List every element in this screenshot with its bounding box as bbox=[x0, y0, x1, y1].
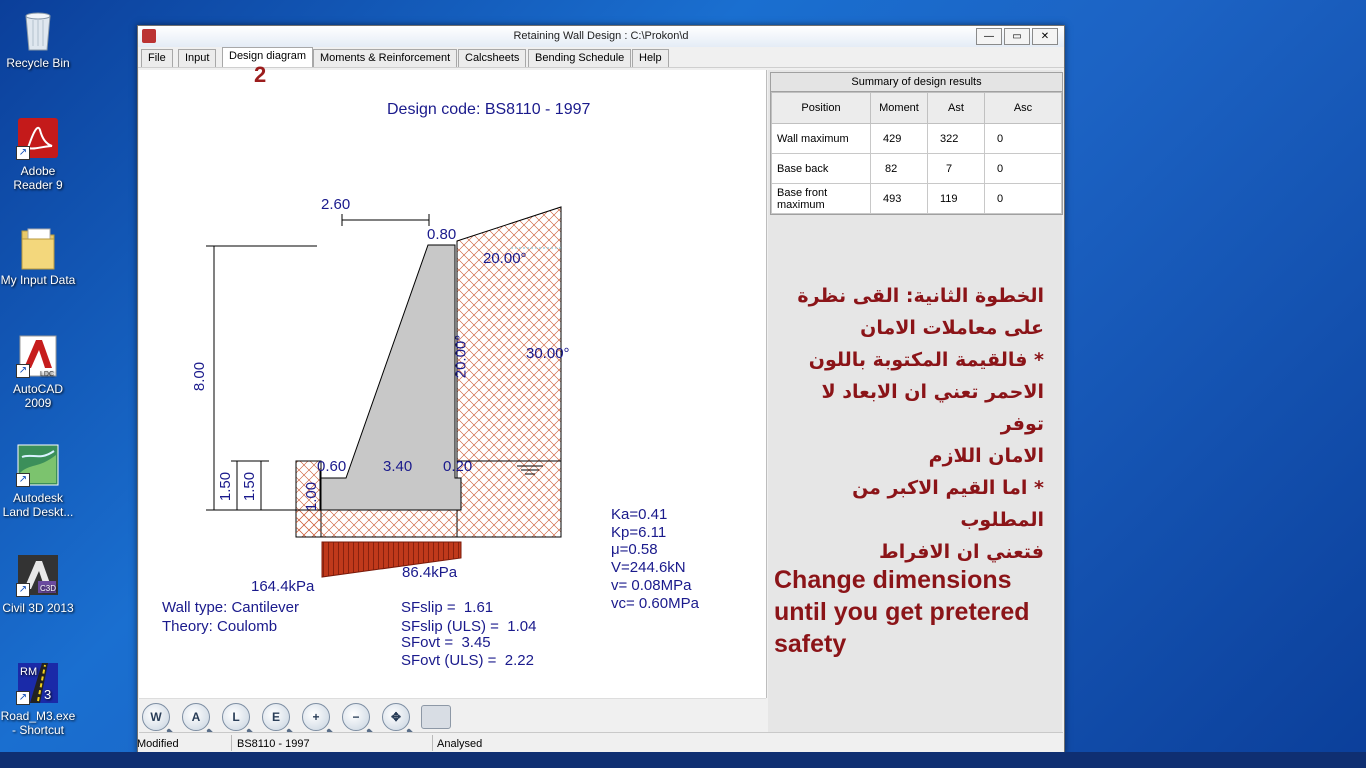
close-button[interactable]: ✕ bbox=[1032, 28, 1058, 45]
cell-asc: 0 bbox=[985, 124, 1062, 154]
arabic-line: * اما القيم الاكبر من المطلوب bbox=[852, 477, 1044, 531]
svg-text:LDC: LDC bbox=[40, 371, 55, 378]
pressure-heel: 86.4kPa bbox=[402, 564, 458, 581]
dim-base-thk: 1.00 bbox=[303, 481, 321, 512]
desktop-icon-autocad[interactable] bbox=[0, 334, 76, 410]
dim-left-h1: 1.50 bbox=[217, 471, 235, 502]
adobe-reader-icon bbox=[16, 116, 60, 160]
cell-ast: 7 bbox=[928, 154, 985, 184]
title-bar bbox=[138, 26, 1064, 47]
arabic-annotation bbox=[774, 280, 1044, 568]
vc-value: vc= 0.60MPa bbox=[611, 595, 699, 612]
print-icon[interactable] bbox=[421, 705, 451, 729]
folder-icon bbox=[16, 225, 60, 269]
sf-ovt-uls: SFovt (ULS) = 2.22 bbox=[401, 652, 534, 669]
desktop-icon-label: AutoCAD 2009 bbox=[12, 382, 64, 410]
zoom-extents-icon[interactable]: E bbox=[262, 703, 290, 731]
zoom-toolbar bbox=[139, 698, 766, 733]
land-desktop-icon bbox=[16, 443, 60, 487]
status-code: BS8110 - 1997 bbox=[237, 738, 310, 750]
arabic-line: فتعني ان الافراط bbox=[878, 541, 1044, 563]
design-code: Design code: BS8110 - 1997 bbox=[387, 101, 591, 118]
pan-icon[interactable]: ✥ bbox=[382, 703, 410, 731]
v-value: V=244.6kN bbox=[611, 559, 686, 576]
status-state: Modified bbox=[137, 738, 179, 750]
dim-stem-top: 0.80 bbox=[427, 226, 457, 243]
desktop-icon-road-m3[interactable] bbox=[0, 661, 76, 737]
table-row bbox=[772, 184, 1062, 214]
arabic-line: الامان اللازم bbox=[928, 445, 1044, 467]
arabic-line: على معاملات الامان bbox=[860, 317, 1044, 339]
autocad-icon bbox=[16, 334, 60, 378]
dim-heel-end: 0.20 bbox=[443, 458, 473, 475]
cell-moment: 429 bbox=[871, 124, 928, 154]
step-number: 2 bbox=[254, 62, 267, 87]
recycle-bin-icon bbox=[16, 8, 60, 52]
pressure-toe: 164.4kPa bbox=[251, 578, 315, 595]
dim-stem-face-angle: 20.00° bbox=[452, 334, 470, 379]
svg-text:C3D: C3D bbox=[40, 584, 57, 593]
header-asc: Asc bbox=[985, 93, 1062, 124]
arabic-line: الخطوة الثانية: القى نظرة bbox=[797, 285, 1044, 307]
zoom-in-icon[interactable]: + bbox=[302, 703, 330, 731]
desktop-icon-land-desktop[interactable] bbox=[0, 443, 76, 519]
menu-bar bbox=[138, 47, 1064, 68]
table-row bbox=[772, 124, 1062, 154]
shortcut-arrow-icon: ↗ bbox=[16, 583, 30, 597]
window-title: Retaining Wall Design : C:\Prokon\d bbox=[513, 30, 689, 42]
shortcut-arrow-icon: ↗ bbox=[16, 473, 30, 487]
mu-value: μ=0.58 bbox=[611, 541, 658, 558]
desktop-icon-label: Road_M3.exe - Shortcut bbox=[0, 709, 76, 737]
arabic-line: * فالقيمة المكتوبة باللون bbox=[808, 349, 1044, 371]
results-panel bbox=[768, 70, 1062, 732]
tab-bending-schedule[interactable]: Bending Schedule bbox=[528, 49, 631, 67]
restore-button[interactable]: ▭ bbox=[1004, 28, 1030, 45]
dim-heel: 3.40 bbox=[383, 458, 413, 475]
retaining-wall-window bbox=[137, 25, 1065, 754]
tab-moments-reinforcement[interactable]: Moments & Reinforcement bbox=[313, 49, 457, 67]
sf-slip-uls: SFslip (ULS) = 1.04 bbox=[401, 618, 537, 635]
tab-help[interactable]: Help bbox=[632, 49, 669, 67]
status-analysis: Analysed bbox=[437, 738, 483, 750]
desktop-icon-recycle-bin[interactable] bbox=[0, 8, 76, 70]
arabic-line: الاحمر تعني ان الابعاد لا توفر bbox=[821, 381, 1044, 435]
theory: Theory: Coulomb bbox=[162, 618, 278, 635]
dim-friction-angle: 30.00° bbox=[526, 345, 570, 362]
english-annotation: Change dimensions until you get pretered safety bbox=[774, 566, 1030, 658]
zoom-last-icon[interactable]: L bbox=[222, 703, 250, 731]
shortcut-arrow-icon: ↗ bbox=[16, 364, 30, 378]
desktop-icon-label: My Input Data bbox=[0, 273, 76, 287]
zoom-window-icon[interactable]: W bbox=[142, 703, 170, 731]
civil3d-icon bbox=[16, 553, 60, 597]
design-diagram-canvas[interactable] bbox=[139, 70, 767, 698]
cell-position: Wall maximum bbox=[772, 124, 871, 154]
svg-text:3: 3 bbox=[44, 687, 52, 702]
v-stress-value: v= 0.08MPa bbox=[611, 577, 692, 594]
shortcut-arrow-icon: ↗ bbox=[16, 691, 30, 705]
desktop-icon-label: Autodesk Land Deskt... bbox=[2, 491, 74, 519]
sf-ovt: SFovt = 3.45 bbox=[401, 634, 491, 651]
tab-calcsheets[interactable]: Calcsheets bbox=[458, 49, 526, 67]
cell-position: Base front maximum bbox=[772, 184, 871, 214]
svg-text:RM: RM bbox=[20, 666, 38, 678]
header-ast: Ast bbox=[928, 93, 985, 124]
dim-toe: 0.60 bbox=[317, 458, 347, 475]
zoom-out-icon[interactable]: − bbox=[342, 703, 370, 731]
header-position: Position bbox=[772, 93, 871, 124]
status-bar bbox=[139, 732, 1063, 753]
desktop-icon-my-input-data[interactable] bbox=[0, 225, 76, 287]
ka-value: Ka=0.41 bbox=[611, 506, 668, 523]
dim-left-h2: 1.50 bbox=[241, 471, 259, 502]
road-m3-icon bbox=[16, 661, 60, 705]
table-row bbox=[772, 154, 1062, 184]
desktop-icon-label: Recycle Bin bbox=[6, 56, 70, 70]
kp-value: Kp=6.11 bbox=[611, 524, 667, 541]
cell-ast: 322 bbox=[928, 124, 985, 154]
cell-asc: 0 bbox=[985, 154, 1062, 184]
desktop-icon-adobe-reader[interactable] bbox=[0, 116, 76, 192]
dim-height: 8.00 bbox=[191, 361, 209, 392]
cell-moment: 493 bbox=[871, 184, 928, 214]
sf-slip: SFslip = 1.61 bbox=[401, 599, 494, 616]
wall-type: Wall type: Cantilever bbox=[162, 599, 299, 616]
dim-backfill-angle: 20.00° bbox=[483, 250, 527, 267]
cell-ast: 119 bbox=[928, 184, 985, 214]
header-moment: Moment bbox=[871, 93, 928, 124]
zoom-all-icon[interactable]: A bbox=[182, 703, 210, 731]
tab-input[interactable]: Input bbox=[178, 49, 216, 67]
desktop-icon-label: Civil 3D 2013 bbox=[2, 601, 74, 615]
shortcut-arrow-icon: ↗ bbox=[16, 146, 30, 160]
taskbar bbox=[0, 752, 1366, 768]
tab-file[interactable]: File bbox=[141, 49, 173, 67]
summary-table bbox=[770, 72, 1063, 215]
desktop-icon-label: Adobe Reader 9 bbox=[13, 164, 63, 192]
cell-moment: 82 bbox=[871, 154, 928, 184]
dim-top-width: 2.60 bbox=[321, 196, 351, 213]
cell-position: Base back bbox=[772, 154, 871, 184]
minimize-button[interactable]: — bbox=[976, 28, 1002, 45]
cell-asc: 0 bbox=[985, 184, 1062, 214]
desktop-icon-civil3d[interactable] bbox=[0, 553, 76, 615]
tab-design-diagram[interactable]: Design diagram bbox=[222, 47, 313, 67]
summary-caption: Summary of design results bbox=[771, 73, 1062, 92]
